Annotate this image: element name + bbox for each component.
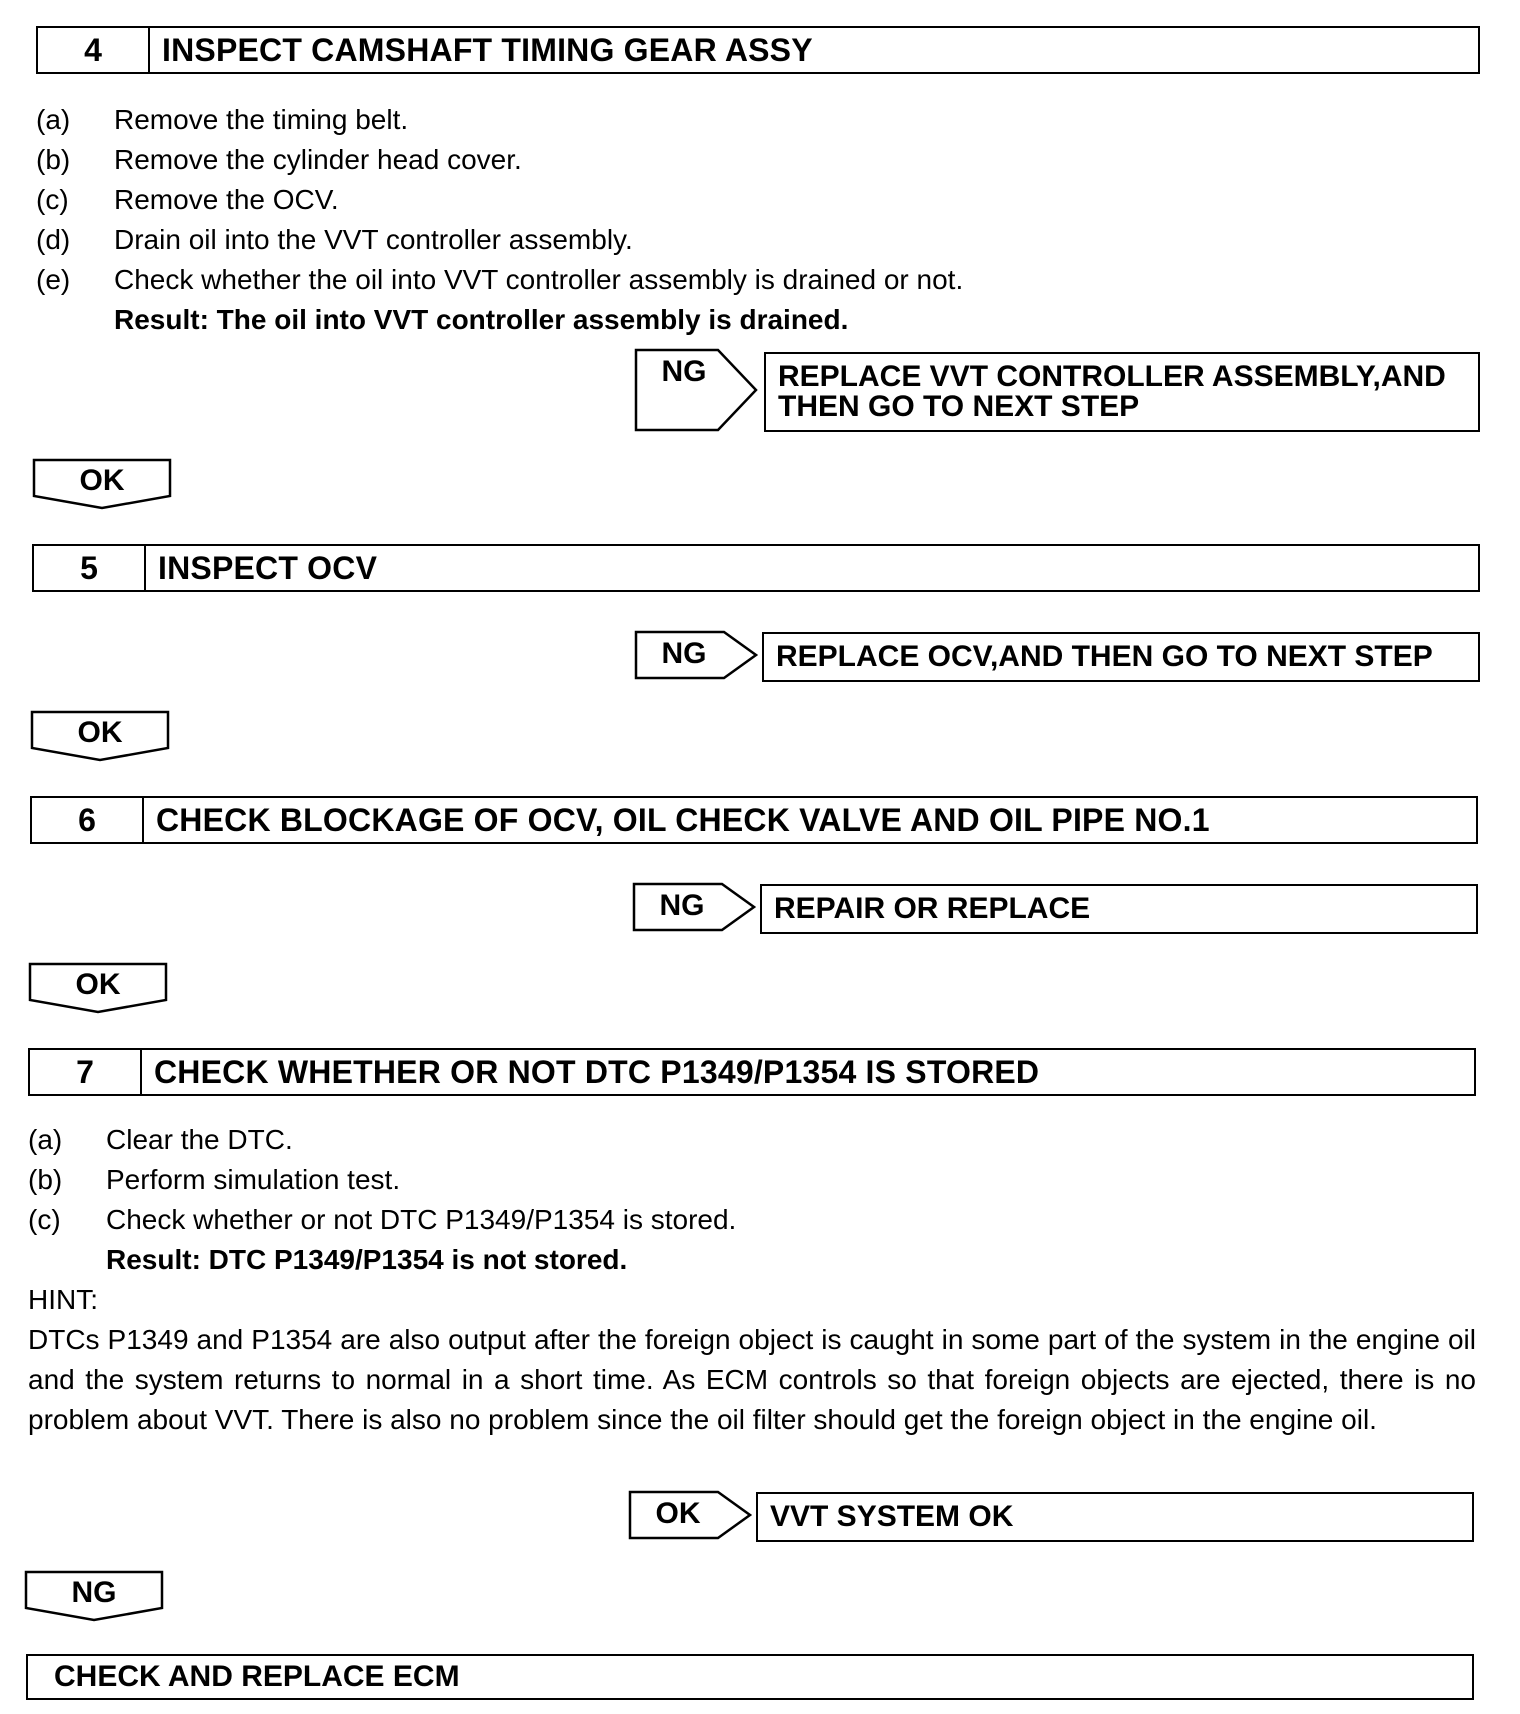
item-label: (c) [28, 1204, 61, 1235]
step-number: 7 [30, 1050, 142, 1094]
step-title: INSPECT OCV [158, 549, 378, 586]
ok-tag [30, 710, 170, 762]
hint-label: HINT: [28, 1284, 98, 1315]
branch-action-text: REPLACE OCV,AND THEN GO TO NEXT STEP [776, 640, 1433, 673]
ok-tag [32, 458, 172, 510]
ng-flag [634, 630, 758, 680]
list-item [28, 1120, 1228, 1160]
branch-action-text: VVT SYSTEM OK [770, 1500, 1014, 1533]
item-text: Remove the timing belt. [114, 104, 409, 135]
step-7-header [28, 1048, 1476, 1096]
step-4-items [36, 100, 1236, 340]
item-text: Remove the OCV. [114, 184, 339, 215]
final-action-text: CHECK AND REPLACE ECM [54, 1660, 460, 1693]
item-label: (b) [36, 144, 71, 175]
item-text: Drain oil into the VVT controller assembly. [114, 224, 633, 255]
step-4-header [36, 26, 1480, 74]
ng-tag [24, 1570, 164, 1622]
step-title: INSPECT CAMSHAFT TIMING GEAR ASSY [162, 31, 813, 68]
result-text: Result: The oil into VVT controller assembly is drained. [114, 304, 849, 335]
list-item [36, 140, 1236, 180]
item-text: Check whether or not DTC P1349/P1354 is stored. [106, 1204, 737, 1235]
item-label: (d) [36, 224, 71, 255]
flag-label: NG [661, 637, 707, 670]
step-title: CHECK BLOCKAGE OF OCV, OIL CHECK VALVE AND OIL PIPE NO.1 [156, 801, 1210, 838]
list-item [36, 180, 1236, 220]
ng-flag [634, 348, 758, 432]
item-label: (e) [36, 264, 71, 295]
step-number: 6 [32, 798, 144, 842]
list-item [36, 100, 1236, 140]
branch-action-text: REPAIR OR REPLACE [774, 892, 1091, 925]
item-text: Perform simulation test. [106, 1164, 401, 1195]
tag-label: OK [79, 464, 125, 497]
list-item [36, 260, 1236, 300]
flag-label: OK [655, 1497, 701, 1530]
step-title: CHECK WHETHER OR NOT DTC P1349/P1354 IS STORED [154, 1053, 1040, 1090]
item-text: Remove the cylinder head cover. [114, 144, 522, 175]
tag-label: OK [77, 716, 123, 749]
branch-action-line: REPLACE VVT CONTROLLER ASSEMBLY,AND [778, 360, 1446, 393]
tag-label: OK [75, 968, 121, 1001]
step-number: 4 [38, 28, 150, 72]
ng-flag [632, 882, 756, 932]
flag-label: NG [661, 355, 707, 388]
list-item [36, 220, 1236, 260]
list-item [28, 1160, 1228, 1200]
item-label: (c) [36, 184, 69, 215]
item-text: Clear the DTC. [106, 1124, 293, 1155]
item-label: (a) [28, 1124, 63, 1155]
item-label: (a) [36, 104, 71, 135]
item-text: Check whether the oil into VVT controller assembly is drained or not. [114, 264, 964, 295]
list-item [28, 1200, 1228, 1240]
branch-action-line: THEN GO TO NEXT STEP [778, 390, 1140, 423]
result-text: Result: DTC P1349/P1354 is not stored. [106, 1244, 628, 1275]
tag-label: NG [71, 1576, 117, 1609]
branch-action-box [764, 352, 1480, 432]
step-number: 5 [34, 546, 146, 590]
ok-tag [28, 962, 168, 1014]
item-label: (b) [28, 1164, 63, 1195]
branch-action-box [760, 884, 1478, 934]
branch-action-box [762, 632, 1480, 682]
hint-text: DTCs P1349 and P1354 are also output after the foreign object is caught in some part of the system in the engine oil and the system returns to normal in a short time. As ECM controls so that foreign objects are ejected, there is no problem about VVT. There is also no problem since the oil filter should get the foreign object in the engine oil. [28, 1324, 1476, 1435]
step-6-header [30, 796, 1478, 844]
step-5-header [32, 544, 1480, 592]
final-action-box [26, 1654, 1474, 1700]
step-7-items [28, 1120, 1228, 1280]
branch-action-box [756, 1492, 1474, 1542]
ok-flag [628, 1490, 752, 1540]
flag-label: NG [659, 889, 705, 922]
